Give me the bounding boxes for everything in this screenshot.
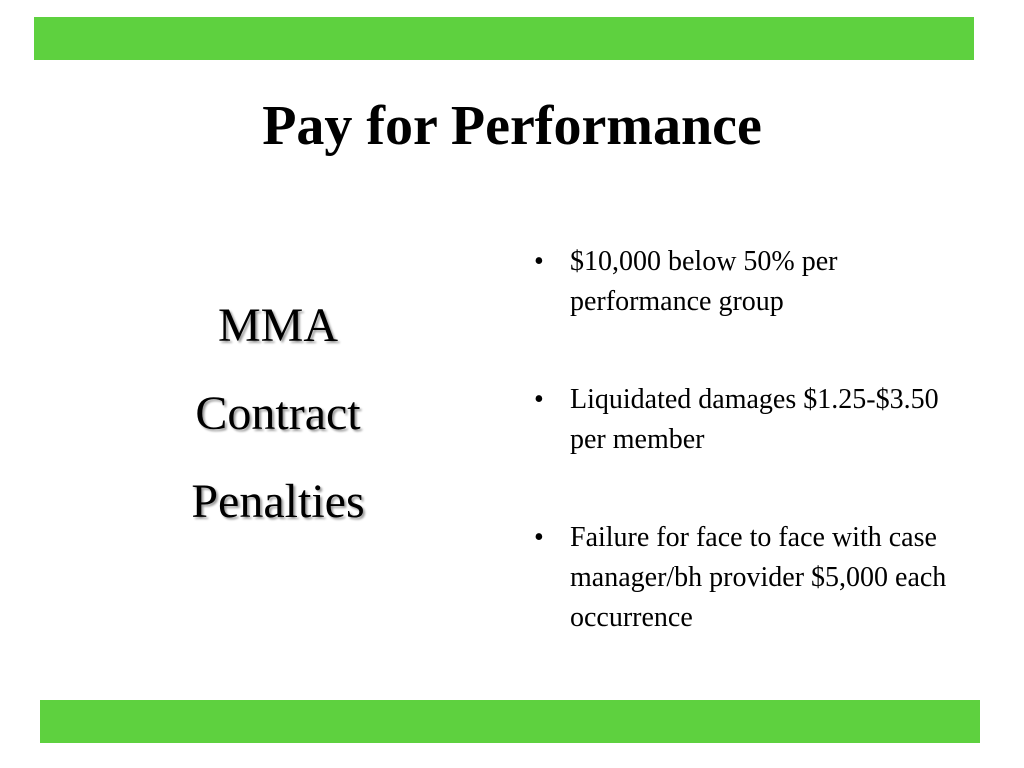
top-green-bar <box>34 17 974 60</box>
bullet-text: $10,000 below 50% per performance group <box>570 246 838 317</box>
bullet-text: Liquidated damages $1.25-$3.50 per member <box>570 384 939 455</box>
left-heading-line-1: MMA <box>217 299 339 352</box>
left-heading <box>128 282 428 546</box>
bottom-green-bar <box>40 700 980 743</box>
bullet-list <box>534 242 974 638</box>
bullet-text: Failure for face to face with case manager/bh provider $5,000 each occurrence <box>570 522 947 633</box>
slide-title: Pay for Performance <box>262 95 762 157</box>
bullet-item <box>534 380 974 460</box>
left-heading-line-2: Contract <box>195 387 361 440</box>
bullet-item <box>534 242 974 322</box>
bullet-item <box>534 518 974 638</box>
bullet-marker: • <box>534 384 544 415</box>
left-heading-line-3: Penalties <box>191 475 365 528</box>
bullet-marker: • <box>534 522 544 553</box>
bullet-marker: • <box>534 246 544 277</box>
